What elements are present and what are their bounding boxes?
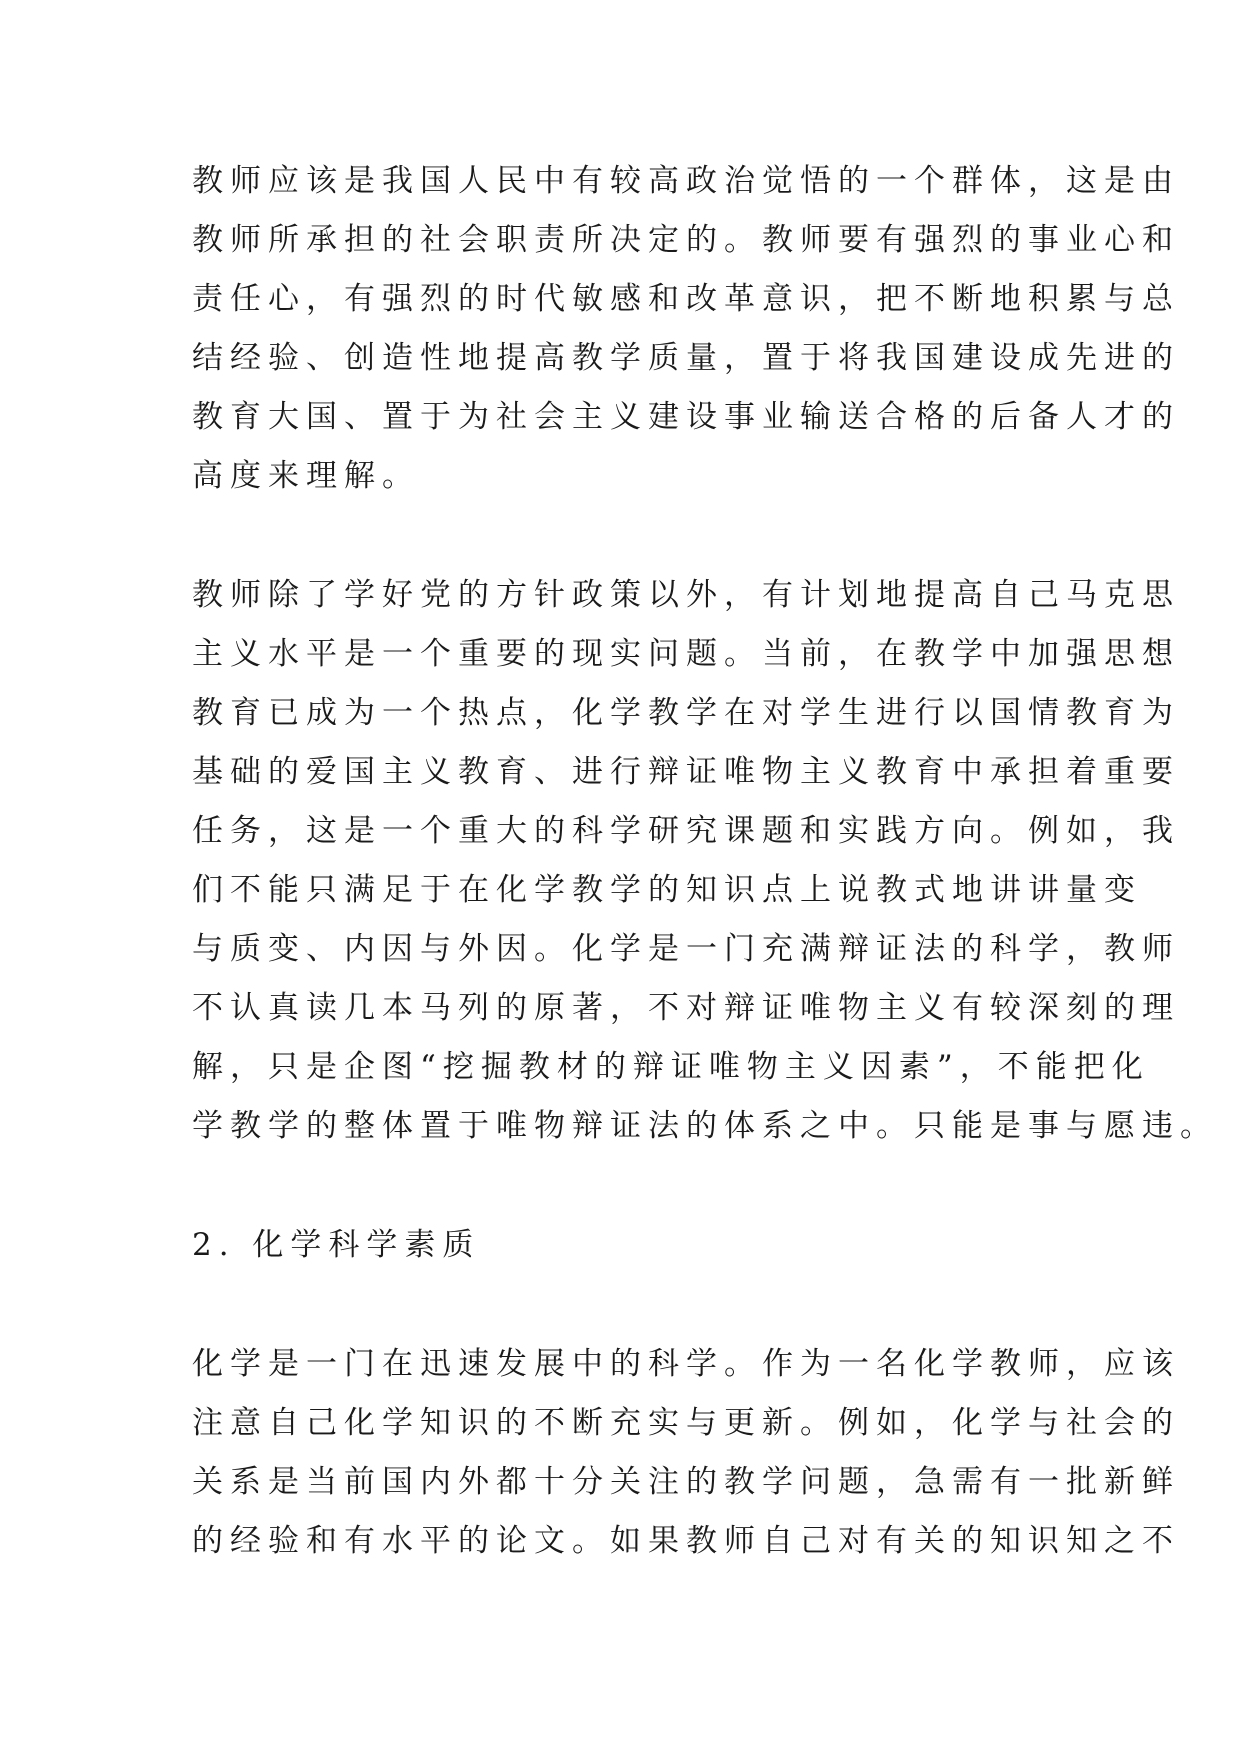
section-heading-text: 2. 化学科学素质 bbox=[192, 1227, 481, 1263]
text-line: 任务，这是一个重大的科学研究课题和实践方向。例如，我 bbox=[192, 813, 1180, 849]
text-line: 学教学的整体置于唯物辩证法的体系之中。只能是事与愿违。 bbox=[192, 1108, 1218, 1144]
paragraph-spacer bbox=[192, 1156, 1072, 1216]
paragraph-spacer bbox=[192, 506, 1072, 566]
text-line: 教育已成为一个热点，化学教学在对学生进行以国情教育为 bbox=[192, 695, 1180, 731]
text-line: 解，只是企图“挖掘教材的辩证唯物主义因素”，不能把化 bbox=[192, 1049, 1150, 1085]
text-line: 责任心，有强烈的时代敏感和改革意识，把不断地积累与总 bbox=[192, 281, 1180, 317]
paragraph-chemistry-knowledge bbox=[192, 1335, 1180, 1571]
text-line: 关系是当前国内外都十分关注的教学问题，急需有一批新鲜 bbox=[192, 1464, 1180, 1500]
section-heading bbox=[192, 1216, 1072, 1275]
paragraph-marxism-study bbox=[192, 566, 1218, 1156]
text-line: 教育大国、置于为社会主义建设事业输送合格的后备人才的 bbox=[192, 399, 1180, 435]
text-line: 主义水平是一个重要的现实问题。当前，在教学中加强思想 bbox=[192, 636, 1180, 672]
text-line: 的经验和有水平的论文。如果教师自己对有关的知识知之不 bbox=[192, 1523, 1180, 1559]
text-line: 教师应该是我国人民中有较高政治觉悟的一个群体，这是由 bbox=[192, 163, 1180, 199]
text-line: 高度来理解。 bbox=[192, 458, 420, 494]
text-line: 与质变、内因与外因。化学是一门充满辩证法的科学，教师 bbox=[192, 931, 1180, 967]
text-line: 教师所承担的社会职责所决定的。教师要有强烈的事业心和 bbox=[192, 222, 1180, 258]
text-line: 化学是一门在迅速发展中的科学。作为一名化学教师，应该 bbox=[192, 1346, 1180, 1382]
document-page bbox=[192, 152, 1218, 1571]
paragraph-teacher-political-awareness bbox=[192, 152, 1180, 506]
text-line: 们不能只满足于在化学教学的知识点上说教式地讲讲量变 bbox=[192, 872, 1142, 908]
text-line: 基础的爱国主义教育、进行辩证唯物主义教育中承担着重要 bbox=[192, 754, 1180, 790]
text-line: 不认真读几本马列的原著，不对辩证唯物主义有较深刻的理 bbox=[192, 990, 1180, 1026]
text-line: 结经验、创造性地提高教学质量，置于将我国建设成先进的 bbox=[192, 340, 1180, 376]
paragraph-spacer bbox=[192, 1275, 1072, 1335]
text-line: 教师除了学好党的方针政策以外，有计划地提高自己马克思 bbox=[192, 577, 1180, 613]
text-line: 注意自己化学知识的不断充实与更新。例如，化学与社会的 bbox=[192, 1405, 1180, 1441]
